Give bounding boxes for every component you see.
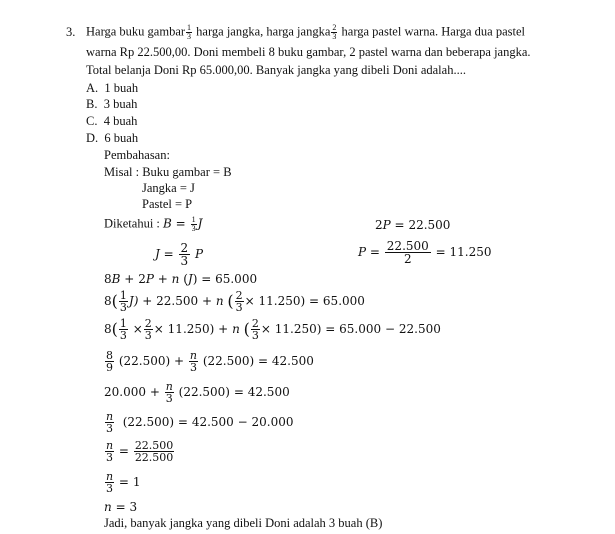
fraction-two-thirds: $\frac{2}{3}$ <box>332 23 337 41</box>
option-c: C. 4 buah <box>86 114 138 128</box>
eq-step-1: 8B + 2P + n (J) = 65.000 <box>104 272 258 286</box>
question-number: 3. <box>66 25 76 39</box>
option-d: D. 6 buah <box>86 131 139 145</box>
eq-step-6: $\frac{n}{3}$ (22.500) = 42.500 − 20.000 <box>106 410 294 435</box>
eq-step-4: $\frac{8}{9}$ (22.500) + $\frac{n}{3}$ (22.500) = 42.500 <box>106 349 314 374</box>
eq-2p: 2P = 22.500 <box>375 218 451 232</box>
conclusion: Jadi, banyak jangka yang dibeli Doni adalah 3 buah (B) <box>104 516 383 530</box>
fraction-p: $\frac{22.500}{2}$ <box>386 239 429 266</box>
diketahui-eq: Diketahui : B = $\frac{1}{3}$ J <box>104 215 203 233</box>
eq-j: J = $\frac{2}{3}$ P <box>155 241 204 268</box>
eq-step-2: 8( $\frac{1}{3}$ J) + 22.500 + n ( $\frac{2}{3}$ × 11.250) = 65.000 <box>104 289 365 314</box>
eq-step-5: 20.000 + $\frac{n}{3}$ (22.500) = 42.500 <box>104 380 290 405</box>
eq-step-3: 8( $\frac{1}{3}$ × $\frac{2}{3}$ × 11.250) + n ( $\frac{2}{3}$ × 11.250) = 65.000 − 22.500 <box>104 317 441 342</box>
fraction-two-thirds-b: $\frac{2}{3}$ <box>180 241 189 268</box>
question-line-1: Harga buku gambar $\frac{1}{3}$ harga jangka, harga jangka $\frac{2}{3}$ harga pastel warna. Harga dua pastel <box>86 23 526 41</box>
option-a: A. 1 buah <box>86 81 139 95</box>
option-b: B. 3 buah <box>86 97 138 111</box>
misal-line: Misal : Buku gambar = B <box>104 165 232 179</box>
question-line-3: Total belanja Doni Rp 65.000,00. Banyak jangka yang dibeli Doni adalah.... <box>86 63 466 77</box>
eq-step-9: n = 3 <box>104 500 138 514</box>
solution-heading: Pembahasan: <box>104 148 170 162</box>
var-jangka: Jangka = J <box>142 181 195 195</box>
eq-step-7: $\frac{n}{3}$ = $\frac{22.500}{22.500}$ <box>106 439 174 464</box>
question-line-2: warna Rp 22.500,00. Doni membeli 8 buku gambar, 2 pastel warna dan beberapa jangka. <box>86 45 531 59</box>
fraction-one-third: $\frac{1}{3}$ <box>187 23 192 41</box>
eq-step-8: $\frac{n}{3}$ = 1 <box>106 470 141 495</box>
fraction-one-third-b: $\frac{1}{3}$ <box>191 215 196 233</box>
var-pastel: Pastel = P <box>142 197 193 211</box>
eq-p: P = $\frac{22.500}{2}$ = 11.250 <box>358 239 492 266</box>
